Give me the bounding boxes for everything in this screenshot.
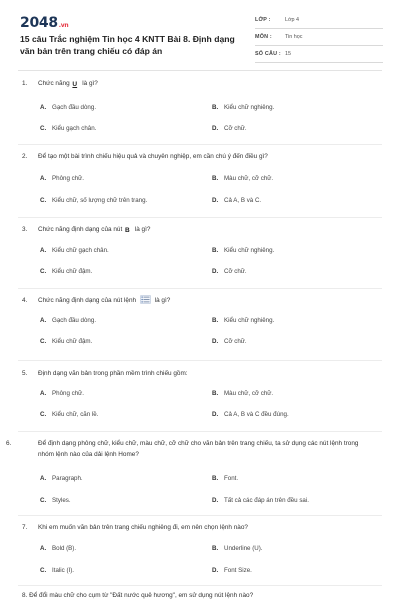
option-d[interactable]: D. Cỡ chữ.: [212, 125, 247, 132]
option-d[interactable]: D. Tất cả các đáp án trên đều sai.: [212, 497, 309, 504]
question-divider: [18, 431, 382, 432]
question-text: 4. Chức năng định dạng của nút lệnh là gì?: [22, 297, 171, 304]
question-4: [0, 295, 400, 367]
option-c[interactable]: C. Styles.: [40, 497, 71, 504]
question-divider: [18, 217, 382, 218]
option-b[interactable]: B. Kiểu chữ nghiêng.: [212, 247, 275, 254]
bullet-list-icon: [140, 295, 151, 304]
question-6: [0, 438, 400, 518]
meta-row-count: [255, 47, 383, 63]
underline-icon: U: [72, 81, 78, 88]
question-divider: [18, 360, 382, 361]
option-a[interactable]: A. Gạch đầu dòng.: [40, 317, 97, 324]
question-1: [0, 78, 400, 150]
option-c[interactable]: C. Kiểu chữ đậm.: [40, 268, 93, 275]
question-text: 6. Để định dạng phông chữ, kiểu chữ, màu chữ, cỡ chữ cho văn bản trên trang chiếu, ta sử dụng các nút lệnh trong nhóm lệnh nào của dải lệnh Home?: [6, 440, 359, 458]
meta-value: Tin học: [285, 34, 303, 40]
meta-value: Lớp 4: [285, 17, 300, 23]
option-a[interactable]: A. Phông chữ.: [40, 175, 85, 182]
option-c[interactable]: C. Kiểu chữ, căn lề.: [40, 411, 99, 418]
question-list: [0, 78, 400, 574]
page-title: 15 câu Trắc nghiệm Tin học 4 KNTT Bài 8. Định dạng văn bản trên trang chiếu có đáp án: [20, 34, 235, 56]
option-a[interactable]: A. Phông chữ.: [40, 390, 85, 397]
question-divider: [18, 585, 382, 586]
meta-key: SỐ CÂU :: [255, 51, 281, 57]
question-text: 7. Khi em muốn văn bản trên trang chiếu nghiêng đi, em nên chọn lệnh nào?: [22, 524, 248, 531]
option-a[interactable]: A. Gạch đầu dòng.: [40, 104, 97, 111]
question-7: [0, 522, 400, 594]
meta-row-grade: [255, 13, 383, 29]
question-8-partial: 8. Để đổi màu chữ cho cụm từ "Đất nước quê hương", em sử dụng nút lệnh nào?: [22, 592, 254, 599]
option-a[interactable]: A. Bold (B).: [40, 545, 77, 552]
question-2: [0, 151, 400, 223]
question-text: 3. Chức năng định dạng của nút B là gì?: [22, 226, 151, 234]
option-c[interactable]: C. Kiểu chữ, số lượng chữ trên trang.: [40, 197, 148, 204]
page-header: [0, 0, 400, 68]
option-b[interactable]: B. Underline (U).: [212, 545, 263, 552]
option-d[interactable]: D. Cả A, B và C đều đúng.: [212, 411, 289, 418]
question-3: [0, 224, 400, 296]
site-logo[interactable]: 2048.vn: [20, 15, 69, 31]
option-a[interactable]: A. Kiểu chữ gạch chân.: [40, 247, 109, 254]
option-c[interactable]: C. Kiểu chữ đậm.: [40, 338, 93, 345]
option-c[interactable]: C. Italic (I).: [40, 567, 75, 574]
question-5: [0, 368, 400, 440]
meta-value: 15: [285, 51, 291, 57]
question-text: 1. Chức năng U là gì?: [22, 80, 98, 88]
option-b[interactable]: B. Kiểu chữ nghiêng.: [212, 317, 275, 324]
question-divider: [18, 515, 382, 516]
option-c[interactable]: C. Kiểu gạch chân.: [40, 125, 97, 132]
meta-key: MÔN :: [255, 34, 272, 40]
question-divider: [18, 288, 382, 289]
header-divider: [18, 70, 382, 71]
question-divider: [18, 144, 382, 145]
meta-key: LỚP :: [255, 17, 271, 23]
question-text: 2. Để tạo một bài trình chiếu hiệu quả và chuyên nghiệp, em cần chú ý đến điều gì?: [22, 153, 268, 160]
option-b[interactable]: B. Màu chữ, cỡ chữ.: [212, 390, 274, 397]
meta-panel: [255, 13, 383, 64]
bold-icon: B: [125, 227, 130, 234]
option-d[interactable]: D. Font Size.: [212, 567, 252, 574]
meta-row-subject: [255, 30, 383, 46]
option-d[interactable]: D. Cỡ chữ.: [212, 268, 247, 275]
option-a[interactable]: A. Paragraph.: [40, 475, 83, 482]
option-b[interactable]: B. Font.: [212, 475, 239, 482]
question-text: 5. Định dạng văn bản trong phần mềm trình chiếu gồm:: [22, 370, 188, 377]
option-d[interactable]: D. Cả A, B và C.: [212, 197, 262, 204]
option-d[interactable]: D. Cỡ chữ.: [212, 338, 247, 345]
option-b[interactable]: B. Màu chữ, cỡ chữ.: [212, 175, 274, 182]
option-b[interactable]: B. Kiểu chữ nghiêng.: [212, 104, 275, 111]
